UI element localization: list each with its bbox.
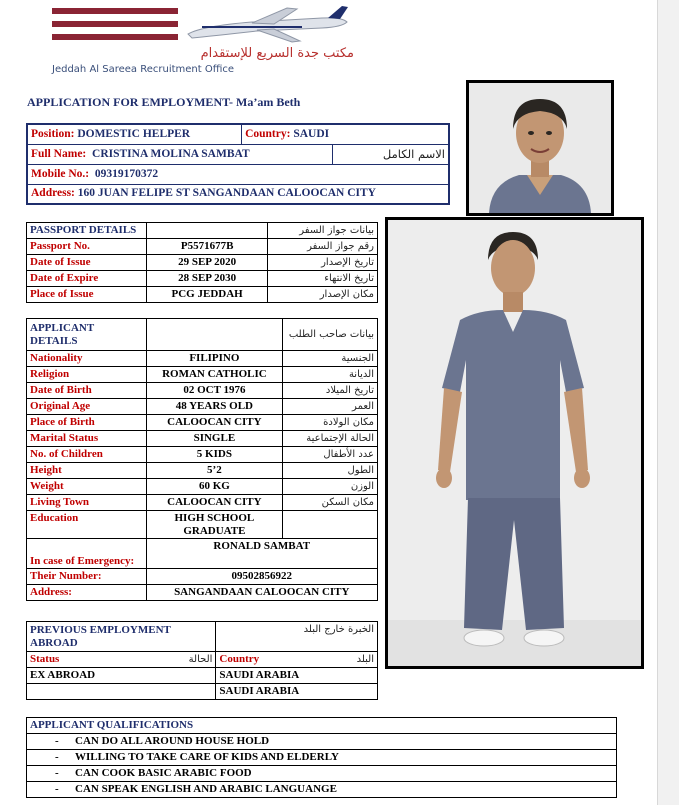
fullname-arabic-label: الاسم الكامل [333, 144, 449, 164]
date-of-expire-label: Date of Expire [27, 271, 147, 287]
full-body-photo [385, 217, 644, 669]
height-label: Height [27, 463, 147, 479]
children-label: No. of Children [27, 447, 147, 463]
address-cell [27, 184, 449, 204]
address-value: 160 JUAN FELIPE ST SANGANDAAN CALOOCAN CITY [77, 187, 376, 200]
height-value: 5’2 [146, 463, 283, 479]
mobile-label: Mobile No.: [31, 167, 90, 180]
full-body-person-icon [388, 220, 641, 666]
qualifications-header: APPLICANT QUALIFICATIONS [27, 718, 617, 734]
emergency-label: In case of Emergency: [27, 539, 147, 569]
weight-arabic: الوزن [283, 479, 378, 495]
religion-label: Religion [27, 367, 147, 383]
original-age-arabic: العمر [283, 399, 378, 415]
scrollbar-track[interactable] [657, 0, 679, 805]
passport-details-table [26, 222, 378, 303]
portrait-person-icon [469, 83, 611, 213]
status-value-blank [27, 684, 216, 700]
nationality-value: FILIPINO [146, 351, 283, 367]
height-arabic: الطول [283, 463, 378, 479]
education-arabic-blank [283, 511, 378, 539]
passport-no-value: P5571677B [146, 239, 267, 255]
address-label: Address: [31, 187, 75, 200]
emergency-value: RONALD SAMBAT [146, 539, 377, 569]
table-row [27, 463, 378, 479]
table-row [27, 539, 378, 569]
passport-no-arabic: رقم جواز السفر [268, 239, 378, 255]
original-age-label: Original Age [27, 399, 147, 415]
religion-arabic: الديانة [283, 367, 378, 383]
children-arabic: عدد الأطفال [283, 447, 378, 463]
emergency-address-value: SANGANDAAN CALOOCAN CITY [146, 585, 377, 601]
living-town-label: Living Town [27, 495, 147, 511]
applicant-header-blank [146, 319, 283, 351]
table-row [27, 383, 378, 399]
date-of-issue-arabic: تاريخ الإصدار [268, 255, 378, 271]
bullet-dash: - [55, 767, 59, 779]
document-title: APPLICATION FOR EMPLOYMENT- Ma’am Beth [27, 95, 301, 109]
list-item [27, 782, 617, 798]
marital-status-value: SINGLE [146, 431, 283, 447]
bullet-dash: - [55, 751, 59, 763]
logo-arabic-text: مكتب جدة السريع للإستقدام [200, 46, 354, 61]
their-number-value: 09502856922 [146, 569, 377, 585]
country-header-cell [216, 652, 378, 668]
place-of-issue-label: Place of Issue [27, 287, 147, 303]
airplane-logo-icon [52, 4, 352, 48]
bullet-dash: - [55, 783, 59, 795]
marital-status-arabic: الحالة الإجتماعية [283, 431, 378, 447]
qualification-item: CAN SPEAK ENGLISH AND ARABIC LANGUANGE [75, 783, 337, 795]
weight-value: 60 KG [146, 479, 283, 495]
original-age-value: 48 YEARS OLD [146, 399, 283, 415]
fullname-value: CRISTINA MOLINA SAMBAT [92, 147, 250, 160]
position-value: DOMESTIC HELPER [77, 127, 191, 140]
logo-english-text: Jeddah Al Sareea Recruitment Office [52, 64, 235, 75]
table-row [27, 479, 378, 495]
date-of-birth-value: 02 OCT 1976 [146, 383, 283, 399]
personal-info-table [26, 123, 450, 205]
table-row [27, 668, 378, 684]
place-of-issue-arabic: مكان الإصدار [268, 287, 378, 303]
applicant-details-table [26, 318, 378, 601]
country-cell [242, 124, 449, 144]
prev-country-label: Country [219, 653, 260, 665]
previous-header: PREVIOUS EMPLOYMENT ABROAD [27, 622, 216, 652]
their-number-label: Their Number: [27, 569, 147, 585]
place-of-birth-arabic: مكان الولادة [283, 415, 378, 431]
table-row [27, 287, 378, 303]
country-value: SAUDI [293, 127, 330, 140]
table-row [27, 431, 378, 447]
table-row [27, 447, 378, 463]
qualification-item: CAN DO ALL AROUND HOUSE HOLD [75, 735, 270, 747]
previous-header-arabic: الخبرة خارج البلد [216, 622, 378, 652]
weight-label: Weight [27, 479, 147, 495]
prev-country-arabic: البلد [356, 654, 374, 665]
place-of-issue-value: PCG JEDDAH [146, 287, 267, 303]
nationality-label: Nationality [27, 351, 147, 367]
marital-status-label: Marital Status [27, 431, 147, 447]
list-item [27, 766, 617, 782]
passport-header-blank [146, 223, 267, 239]
qualification-item: CAN COOK BASIC ARABIC FOOD [75, 767, 252, 779]
bullet-dash: - [55, 735, 59, 747]
place-of-birth-label: Place of Birth [27, 415, 147, 431]
date-of-birth-arabic: تاريخ الميلاد [283, 383, 378, 399]
passport-header: PASSPORT DETAILS [27, 223, 147, 239]
date-of-expire-value: 28 SEP 2030 [146, 271, 267, 287]
table-row [27, 495, 378, 511]
applicant-header-arabic: بيانات صاحب الطلب [283, 319, 378, 351]
mobile-cell [27, 164, 449, 184]
table-row [27, 569, 378, 585]
education-label: Education [27, 511, 147, 539]
previous-employment-table [26, 621, 378, 700]
country-label: Country: [245, 127, 291, 140]
table-row [27, 585, 378, 601]
table-row [27, 255, 378, 271]
children-value: 5 KIDS [146, 447, 283, 463]
table-row [27, 367, 378, 383]
status-arabic: الحالة [188, 654, 213, 665]
table-row [27, 351, 378, 367]
qualifications-table [26, 717, 617, 798]
date-of-birth-label: Date of Birth [27, 383, 147, 399]
living-town-value: CALOOCAN CITY [146, 495, 283, 511]
date-of-issue-label: Date of Issue [27, 255, 147, 271]
status-header-cell [27, 652, 216, 668]
place-of-birth-value: CALOOCAN CITY [146, 415, 283, 431]
portrait-photo [466, 80, 614, 216]
date-of-issue-value: 29 SEP 2020 [146, 255, 267, 271]
table-row [27, 415, 378, 431]
living-town-arabic: مكان السكن [283, 495, 378, 511]
table-row [27, 511, 378, 539]
emergency-address-label: Address: [27, 585, 147, 601]
passport-no-label: Passport No. [27, 239, 147, 255]
applicant-header: APPLICANT DETAILS [27, 319, 147, 351]
qualification-item: WILLING TO TAKE CARE OF KIDS AND ELDERLY [75, 751, 339, 763]
list-item [27, 734, 617, 750]
table-row [27, 399, 378, 415]
company-logo [52, 4, 352, 76]
fullname-label: Full Name: [31, 147, 87, 160]
education-value: HIGH SCHOOL GRADUATE [146, 511, 283, 539]
nationality-arabic: الجنسية [283, 351, 378, 367]
list-item [27, 750, 617, 766]
table-row [27, 271, 378, 287]
mobile-value: 09319170372 [94, 167, 159, 180]
status-label: Status [30, 653, 60, 665]
position-label: Position: [31, 127, 75, 140]
passport-header-arabic: بيانات جواز السفر [268, 223, 378, 239]
date-of-expire-arabic: تاريخ الانتهاء [268, 271, 378, 287]
religion-value: ROMAN CATHOLIC [146, 367, 283, 383]
table-row [27, 684, 378, 700]
prev-country-value-1: SAUDI ARABIA [216, 668, 378, 684]
fullname-cell [27, 144, 333, 164]
prev-country-value-2: SAUDI ARABIA [216, 684, 378, 700]
position-cell [27, 124, 242, 144]
status-value: EX ABROAD [27, 668, 216, 684]
table-row [27, 239, 378, 255]
